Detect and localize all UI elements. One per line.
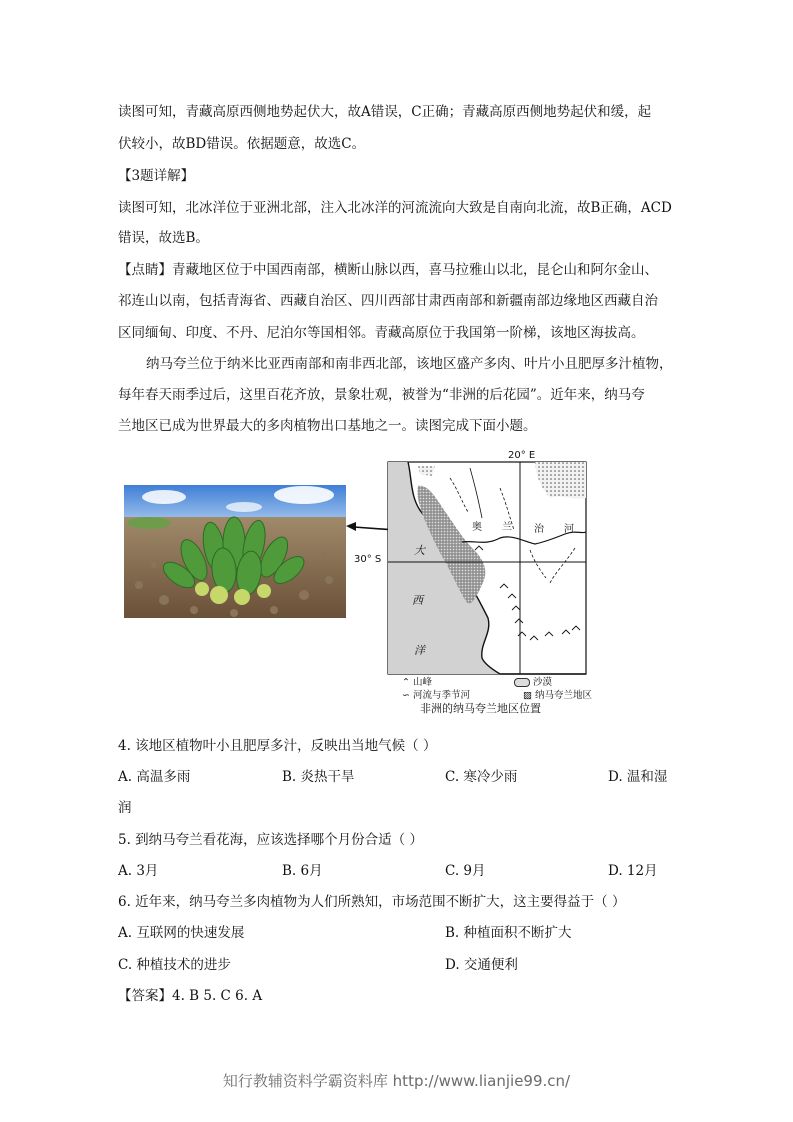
ocean-label: 洋 <box>414 644 425 657</box>
paragraph-line: 读图可知，北冰洋位于亚洲北部，注入北冰洋的河流流向大致是自南向北流，故B正确，ACD <box>118 200 672 216</box>
legend-desert: 沙漠 <box>514 676 552 689</box>
mountain-icon: ⌃ <box>402 677 410 688</box>
question-stem: 5. 到纳马夸兰看花海，应该选择哪个月份合适（ ） <box>118 832 423 848</box>
option: B. 种植面积不断扩大 <box>445 925 572 941</box>
river-icon: ∽ <box>402 690 410 701</box>
paragraph-line: 错误，故选B。 <box>118 230 209 246</box>
option: B. 6月 <box>282 863 323 879</box>
paragraph-line: 【点睛】青藏地区位于中国西南部，横断山脉以西，喜马拉雅山以北，昆仑山和阿尔金山、 <box>118 262 658 278</box>
question-stem: 4. 该地区植物叶小且肥厚多汁，反映出当地气候（ ） <box>118 738 437 754</box>
map-legend <box>402 676 598 715</box>
option: D. 温和湿 <box>608 769 668 785</box>
succulent-photo <box>124 485 346 618</box>
option: A. 互联网的快速发展 <box>118 925 245 941</box>
ocean-label: 大 <box>414 544 425 557</box>
footer-watermark: 知行教辅资料学霸资料库 http://www.lianjie99.cn/ <box>222 1072 571 1090</box>
ocean-label: 西 <box>412 594 423 607</box>
latitude-label: 30° S <box>354 554 382 565</box>
paragraph-line: 每年春天雨季过后，这里百花齐放，景象壮观，被誉为“非洲的后花园”。近年来，纳马夸 <box>118 387 645 403</box>
option: B. 炎热干旱 <box>282 769 355 785</box>
river-label: 河 <box>564 524 574 535</box>
option: A. 高温多雨 <box>118 769 191 785</box>
option: C. 种植技术的进步 <box>118 957 231 973</box>
legend-region: ▨ 纳马夸兰地区 <box>522 690 592 701</box>
option-wrap: 润 <box>118 800 132 816</box>
answer-line: 【答案】4. B 5. C 6. A <box>118 988 263 1004</box>
map-caption: 非洲的纳马夸兰地区位置 <box>420 702 541 715</box>
paragraph-line: 祁连山以南，包括青海省、西藏自治区、四川西部甘肃西南部和新疆南部边缘地区西藏自治 <box>118 293 658 309</box>
longitude-label: 20° E <box>508 450 536 461</box>
river-label: 奥 <box>472 522 482 533</box>
option: C. 寒冷少雨 <box>445 769 518 785</box>
option: D. 交通便利 <box>445 957 518 973</box>
paragraph-line: 纳马夸兰位于纳米比亚西南部和南非西北部，该地区盛产多肉、叶片小且肥厚多汁植物， <box>146 356 673 372</box>
paragraph-line: 区同缅甸、印度、不丹、尼泊尔等国相邻。青藏高原位于我国第一阶梯，该地区海拔高。 <box>118 325 645 341</box>
paragraph-line: 伏较小，故BD错误。依据题意，故选C。 <box>118 136 366 152</box>
region-icon: ▨ <box>522 690 532 701</box>
desert-icon <box>514 678 530 687</box>
legend-river: ∽ 河流与季节河 <box>402 690 471 701</box>
river-label: 兰 <box>502 522 512 533</box>
legend-mountain: ⌃ 山峰 <box>402 677 433 688</box>
section-heading: 【3题详解】 <box>118 168 195 184</box>
paragraph-line: 读图可知，青藏高原西侧地势起伏大，故A错误，C正确；青藏高原西侧地势起伏和缓，起 <box>118 104 652 120</box>
paragraph-line: 兰地区已成为世界最大的多肉植物出口基地之一。读图完成下面小题。 <box>118 418 537 434</box>
river-label: 治 <box>534 524 544 535</box>
question-stem: 6. 近年来，纳马夸兰多肉植物为人们所熟知，市场范围不断扩大，这主要得益于（ ） <box>118 894 626 910</box>
option: A. 3月 <box>118 863 159 879</box>
namaqualand-map <box>350 450 600 720</box>
option: C. 9月 <box>445 863 486 879</box>
option: D. 12月 <box>608 863 658 879</box>
